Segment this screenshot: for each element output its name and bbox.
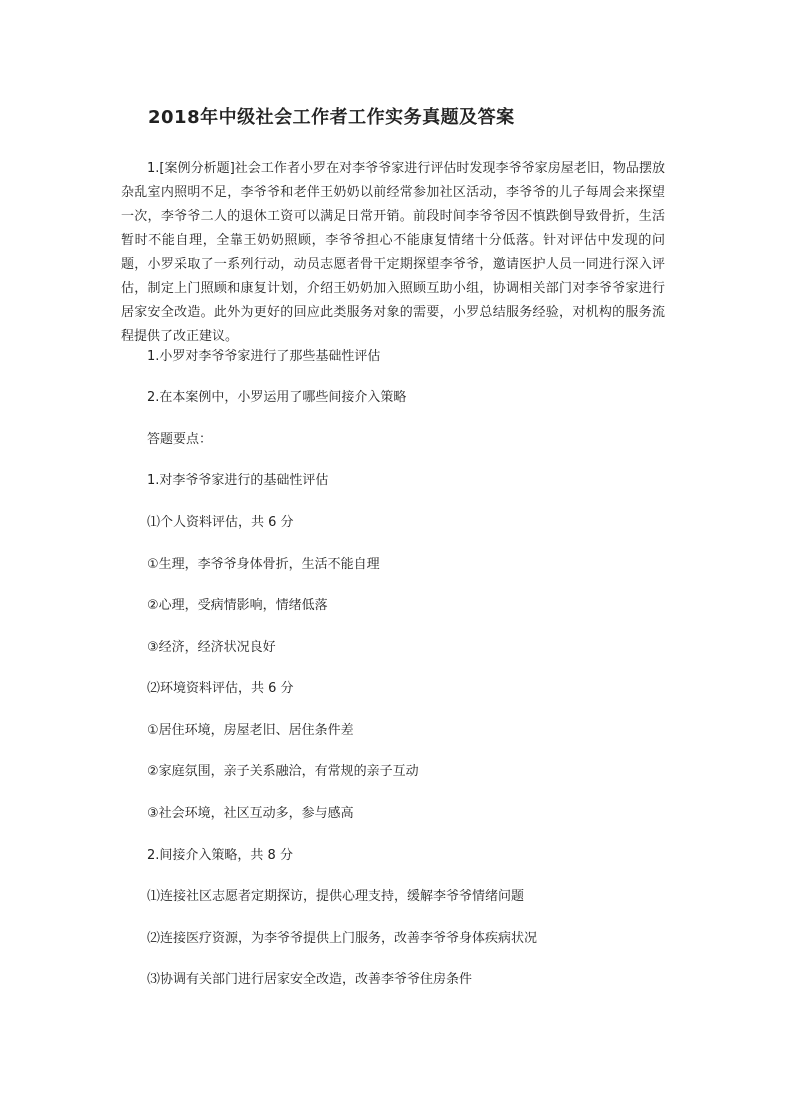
- answer-item: ⑶协调有关部门进行居家安全改造，改善李爷爷住房条件: [147, 972, 473, 987]
- answer-section-1: 1.对李爷爷家进行的基础性评估: [147, 473, 329, 488]
- answer-item: ①居住环境，房屋老旧、居住条件差: [147, 723, 354, 738]
- answer-heading: 答题要点：: [147, 432, 213, 447]
- answer-item: ③经济，经济状况良好: [147, 640, 276, 655]
- question-1: 1.小罗对李爷爷家进行了那些基础性评估: [147, 349, 381, 364]
- answer-item: ⑵环境资料评估，共 6 分: [147, 681, 294, 696]
- question-2: 2.在本案例中，小罗运用了哪些间接介入策略: [147, 390, 407, 405]
- answer-item: ⑴个人资料评估，共 6 分: [147, 515, 294, 530]
- page-title: 2018年中级社会工作者工作实务真题及答案: [148, 107, 515, 128]
- answer-item: ⑴连接社区志愿者定期探访，提供心理支持，缓解李爷爷情绪问题: [147, 889, 525, 904]
- answer-item: ②心理，受病情影响，情绪低落: [147, 598, 328, 613]
- answer-section-2: 2.间接介入策略，共 8 分: [147, 848, 293, 863]
- answer-item: ①生理，李爷爷身体骨折，生活不能自理: [147, 557, 380, 572]
- answer-item: ③社会环境，社区互动多，参与感高: [147, 806, 354, 821]
- answer-item: ⑵连接医疗资源，为李爷爷提供上门服务，改善李爷爷身体疾病状况: [147, 931, 538, 946]
- answer-item: ②家庭氛围，亲子关系融洽，有常规的亲子互动: [147, 764, 419, 779]
- case-paragraph: 1.[案例分析题]社会工作者小罗在对李爷爷家进行评估时发现李爷爷家房屋老旧，物品摆放杂乱室内照明不足，李爷爷和老伴王奶奶以前经常参加社区活动，李爷爷的儿子每周会来探望一次，李爷爷二人的退休工资可以满足日常开销。前段时间李爷爷因不慎跌倒导致骨折，生活暂时不能自理，全靠王奶奶照顾，李爷爷担心不能康复情绪十分低落。针对评估中发现的问题，小罗采取了一系列行动，动员志愿者骨干定期探望李爷爷，邀请医护人员一同进行深入评估，制定上门照顾和康复计划，介绍王奶奶加入照顾互助小组，协调相关部门对李爷爷家进行居家安全改造。此外为更好的回应此类服务对象的需要，小罗总结服务经验，对机构的服务流程提供了改正建议。: [121, 161, 665, 344]
